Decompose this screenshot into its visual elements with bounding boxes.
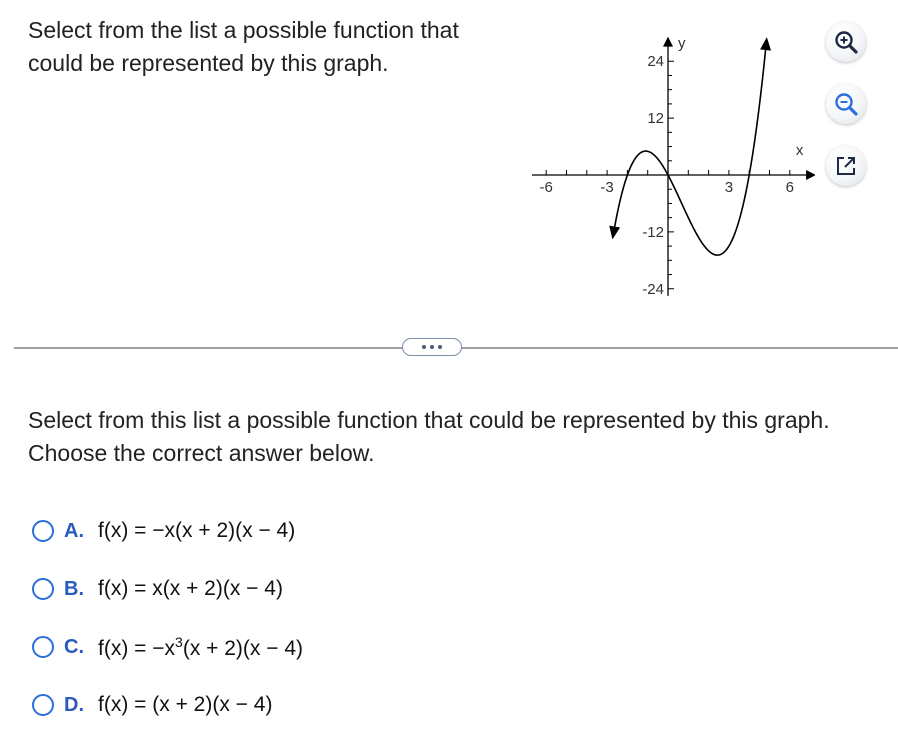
curve-arrowhead [609, 226, 620, 240]
function-graph [525, 18, 815, 298]
expand-more-button[interactable] [402, 338, 462, 356]
pop-out-button[interactable] [826, 146, 866, 186]
x-tick-label: -6 [539, 179, 553, 196]
x-axis-arrow [806, 170, 815, 180]
y-tick-label: 24 [647, 53, 664, 71]
x-tick-label: 6 [785, 179, 794, 196]
more-dot-icon [422, 345, 426, 349]
y-axis-label: y [678, 35, 686, 53]
answer-prompt: Select from this list a possible function that could be represented by this graph. Choose the correct answer below. [28, 407, 830, 466]
more-dot-icon [438, 345, 442, 349]
choice-letter: B. [64, 577, 84, 600]
y-tick-label: -12 [642, 223, 664, 241]
zoom-in-button[interactable] [826, 22, 866, 62]
choice-letter: D. [64, 693, 84, 716]
curve-arrows [609, 37, 771, 239]
radio-button[interactable] [32, 520, 54, 542]
choice-a[interactable] [32, 512, 303, 550]
radio-button[interactable] [32, 694, 54, 716]
choice-formula: f(x) = −x(x + 2)(x − 4) [98, 519, 296, 542]
choice-b[interactable] [32, 570, 303, 608]
y-tick-label: 12 [647, 110, 664, 128]
graph-axes [532, 37, 815, 296]
graph-tools [826, 22, 876, 208]
zoom-in-icon [833, 29, 859, 55]
choice-formula: f(x) = (x + 2)(x − 4) [98, 693, 273, 716]
question-prompt: Select from the list a possible function that could be represented by this graph. [28, 17, 459, 76]
radio-button[interactable] [32, 636, 54, 658]
y-tick-label: -24 [642, 280, 664, 298]
zoom-out-button[interactable] [826, 84, 866, 124]
x-tick-label: 3 [724, 179, 734, 196]
curve-arrowhead [760, 37, 771, 50]
more-dot-icon [430, 345, 434, 349]
x-axis-label: x [795, 142, 804, 159]
function-curve [613, 39, 767, 255]
y-axis-arrow [663, 37, 673, 47]
choice-c[interactable] [32, 628, 303, 666]
x-tick-label: -3 [600, 179, 614, 196]
choice-letter: A. [64, 519, 84, 542]
choice-formula: $f(x) = -x^3(x + 2)(x - 4)$ [98, 633, 304, 660]
zoom-out-icon [833, 91, 859, 117]
choice-d[interactable] [32, 686, 303, 724]
pop-out-icon [834, 154, 858, 178]
choice-letter: C. [64, 635, 84, 658]
choice-formula: f(x) = x(x + 2)(x − 4) [98, 577, 283, 600]
radio-button[interactable] [32, 578, 54, 600]
answer-choices [32, 512, 303, 744]
